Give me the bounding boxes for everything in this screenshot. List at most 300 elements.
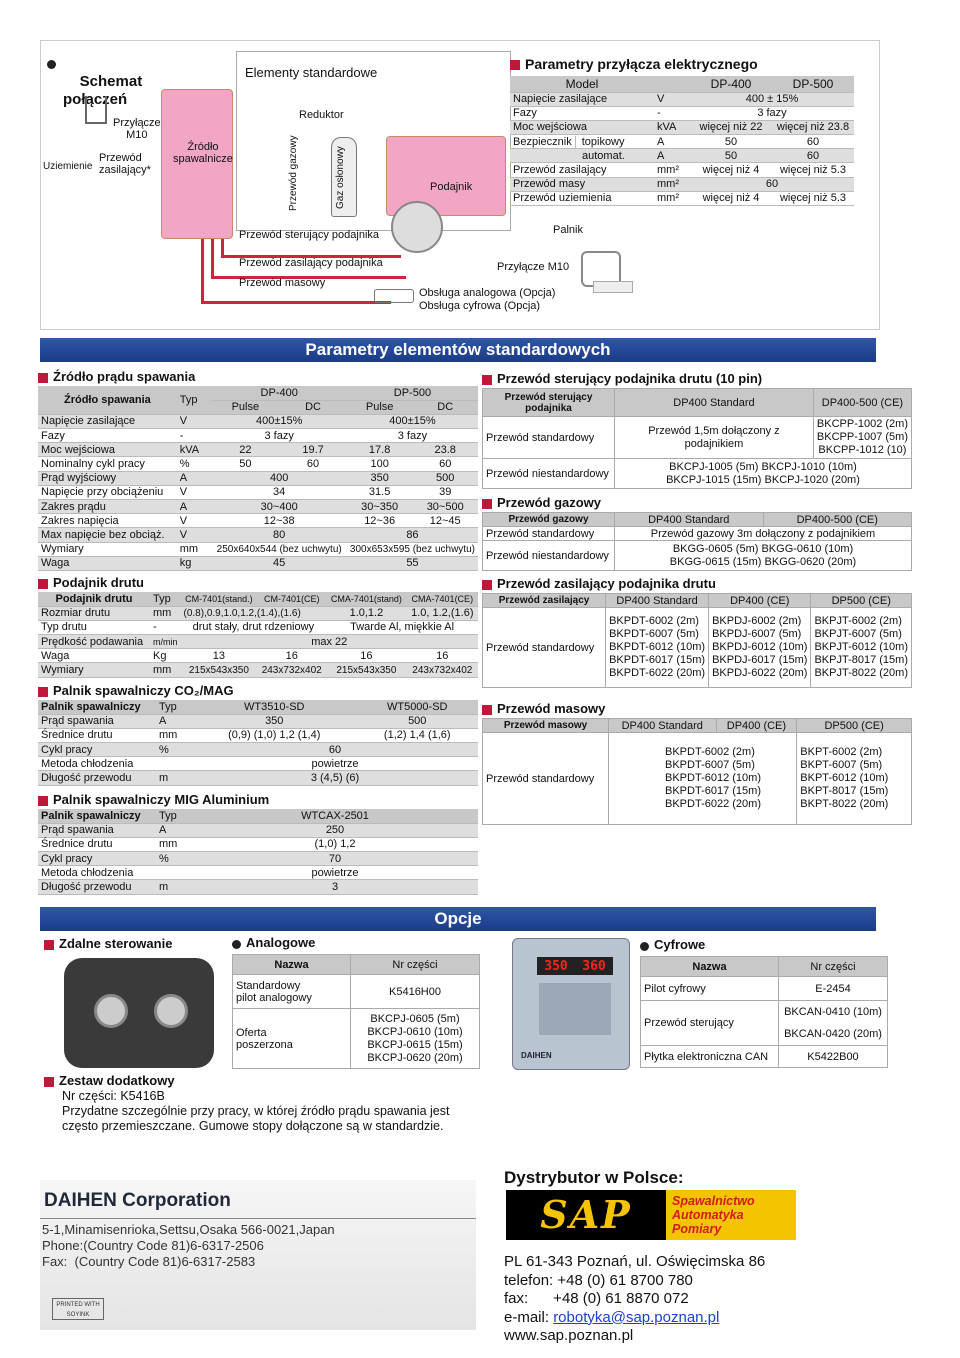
display-right-value: 360 bbox=[582, 958, 606, 974]
table-row bbox=[38, 485, 478, 499]
bullet-icon bbox=[640, 942, 649, 951]
unit-cell: mm² bbox=[654, 191, 690, 205]
header-cell: DC bbox=[412, 400, 478, 414]
header-cell: Palnik spawalniczy bbox=[38, 700, 156, 714]
value-cell: 86 bbox=[347, 528, 478, 542]
table-row bbox=[38, 542, 478, 556]
value-cell: 80 bbox=[211, 528, 346, 542]
value-cell: 60 bbox=[772, 149, 854, 163]
banner-opcje: Opcje bbox=[40, 907, 876, 931]
label-przylacze-m10: Przyłącze M10 bbox=[497, 261, 570, 273]
unit-cell: V bbox=[177, 485, 212, 499]
zdalne-title: Zdalne sterowanie bbox=[44, 936, 172, 951]
header-cell: DP500 (CE) bbox=[797, 719, 912, 733]
header-cell: Przewód gazowy bbox=[483, 513, 615, 527]
unit-cell: m/min bbox=[150, 635, 181, 649]
unit-cell: kVA bbox=[177, 443, 212, 457]
gas-hose-vertical-label: Przewód gazowy bbox=[288, 135, 299, 211]
unit-cell: kg bbox=[177, 556, 212, 570]
table-row bbox=[38, 514, 478, 528]
header-cell: CMA-7401(CE) bbox=[407, 592, 478, 606]
table-row bbox=[38, 500, 478, 514]
schemat-title: Schemat połączeń bbox=[63, 55, 142, 127]
value-cell: 1.0,1.2 bbox=[326, 606, 406, 620]
sterujacy-section bbox=[482, 371, 912, 489]
cable-line bbox=[211, 239, 214, 279]
value-cell: 400 bbox=[211, 471, 346, 485]
value-cell: BKPDT-6002 (2m) BKPDT-6007 (5m) BKPDT-6012 (10m) BKPDT-6017 (15m) BKPDT-6022 (20m) bbox=[606, 608, 709, 688]
zestaw-part-number: Nr części: K5416B bbox=[62, 1089, 165, 1103]
label-podajnik: Podajnik bbox=[430, 181, 473, 193]
unit-cell: A bbox=[177, 471, 212, 485]
header-cell: DP400 Standard bbox=[615, 389, 814, 417]
palnik-co2-table bbox=[38, 700, 478, 786]
row-label: Oferta poszerzona bbox=[233, 1009, 351, 1069]
value-cell: BKCAN-0410 (10m) BKCAN-0420 (20m) bbox=[779, 1001, 888, 1046]
value-cell: 50 bbox=[211, 457, 279, 471]
podajnik-section bbox=[38, 575, 478, 678]
header-cell: Podajnik drutu bbox=[38, 592, 150, 606]
value-cell: 350 bbox=[347, 471, 413, 485]
value-cell: 50 bbox=[690, 135, 772, 149]
analogowe-section bbox=[232, 935, 480, 1069]
zrodlo-title: Źródło prądu spawania bbox=[38, 369, 478, 384]
header-cell: DP-400 bbox=[211, 386, 346, 400]
unit-cell: A bbox=[156, 714, 192, 728]
row-label: Moc wejściowa bbox=[510, 120, 654, 134]
label-reduktor: Reduktor bbox=[299, 109, 344, 121]
row-label: Typ drutu bbox=[38, 620, 150, 634]
row-label: topikowy bbox=[575, 136, 625, 148]
value-cell: powietrze bbox=[192, 866, 478, 880]
row-label: Długość przewodu bbox=[38, 771, 156, 785]
workpiece-image bbox=[593, 281, 633, 293]
label-zasilajacy-podajnika: Przewód zasilający podajnika bbox=[239, 257, 383, 269]
section-marker-icon bbox=[38, 579, 48, 589]
label-przewod-zasilajacy: Przewód zasilający* bbox=[99, 152, 151, 176]
value-cell: 13 bbox=[181, 649, 258, 663]
dystrybutor-email-row bbox=[504, 1309, 765, 1328]
row-label: automat. bbox=[510, 149, 654, 163]
value-cell: 19.7 bbox=[279, 443, 347, 457]
unit-cell: V bbox=[654, 92, 690, 106]
unit-cell: V bbox=[177, 414, 212, 428]
header-cell: DP400-500 (CE) bbox=[813, 389, 911, 417]
value-cell: BKGG-0605 (5m) BKGG-0610 (10m) BKGG-0615 (15m) BKGG-0620 (20m) bbox=[615, 541, 912, 571]
row-label: Przewód sterujący bbox=[641, 1001, 779, 1046]
value-cell: 3 (4,5) (6) bbox=[192, 771, 478, 785]
gas-cylinder-label: Gaz osłonowy bbox=[335, 146, 346, 209]
row-label: Cykl pracy bbox=[38, 852, 156, 866]
bullet-icon bbox=[38, 796, 48, 806]
label-obsluga: Obsługa analogowa (Opcja) Obsługa cyfrowa (Opcja) bbox=[419, 287, 556, 312]
header-cell: DP-500 bbox=[347, 386, 478, 400]
header-cell: Model bbox=[510, 76, 654, 92]
value-cell: więcej niż 5.3 bbox=[772, 191, 854, 205]
unit-cell: mm bbox=[156, 837, 192, 851]
value-cell: 300x653x595 (bez uchwytu) bbox=[347, 542, 478, 556]
row-label: Napięcie przy obciążeniu bbox=[38, 485, 177, 499]
palnik-co2-title: Palnik spawalniczy CO₂/MAG bbox=[38, 683, 478, 698]
value-cell: BKPDT-6002 (2m) BKPDT-6007 (5m) BKPDT-6012 (10m) BKPDT-6017 (15m) BKPDT-6022 (20m) bbox=[609, 733, 797, 825]
row-label: Płytka elektroniczna CAN bbox=[641, 1046, 779, 1068]
unit-cell bbox=[156, 757, 192, 771]
zrodlo-section bbox=[38, 369, 478, 571]
label-uziemienie: Uziemienie bbox=[43, 161, 93, 172]
palnik-co2-section bbox=[38, 683, 478, 786]
row-label: Zakres prądu bbox=[38, 500, 177, 514]
dystrybutor-phone: telefon: +48 (0) 61 8700 780 bbox=[504, 1271, 693, 1289]
value-cell: 215x543x350 bbox=[181, 663, 258, 677]
value-cell: BKCPJ-0605 (5m) BKCPJ-0610 (10m) BKCPJ-0615 (15m) BKCPJ-0620 (20m) bbox=[351, 1009, 480, 1069]
sap-tagline: Spawalnictwo Automatyka Pomiary bbox=[666, 1190, 796, 1240]
remote-icon bbox=[374, 289, 414, 303]
value-cell: 16 bbox=[407, 649, 478, 663]
daihen-address: 5-1,Minamisenrioka,Settsu,Osaka 566-0021,Japan bbox=[42, 1222, 335, 1237]
value-cell: BKPDJ-6002 (2m) BKPDJ-6007 (5m) BKPDJ-6012 (10m) BKPDJ-6017 (15m) BKPDJ-6022 (20m) bbox=[709, 608, 811, 688]
sterujacy-title: Przewód sterujący podajnika drutu (10 pin) bbox=[482, 371, 912, 386]
table-row bbox=[38, 471, 478, 485]
header-cell: DP400 (CE) bbox=[716, 719, 797, 733]
value-cell: 34 bbox=[211, 485, 346, 499]
value-cell: 16 bbox=[257, 649, 326, 663]
cyfrowe-title: Cyfrowe bbox=[640, 937, 888, 952]
value-cell: więcej niż 5.3 bbox=[772, 163, 854, 177]
header-cell: Przewód masowy bbox=[483, 719, 609, 733]
gazowy-section bbox=[482, 495, 912, 571]
header-cell: WT5000-SD bbox=[356, 700, 478, 714]
label-palnik: Palnik bbox=[553, 224, 583, 236]
masowy-title: Przewód masowy bbox=[482, 701, 912, 716]
row-label: Średnice drutu bbox=[38, 837, 156, 851]
header-cell: Typ bbox=[177, 386, 212, 414]
table-row bbox=[38, 429, 478, 443]
divider bbox=[40, 1218, 476, 1219]
row-label: Długość przewodu bbox=[38, 880, 156, 894]
value-cell: 30~350 bbox=[347, 500, 413, 514]
value-cell: 50 bbox=[690, 149, 772, 163]
header-cell: Typ bbox=[150, 592, 181, 606]
value-cell: 55 bbox=[347, 556, 478, 570]
header-cell: Nazwa bbox=[641, 957, 779, 977]
zasilajacy-table bbox=[482, 593, 912, 688]
row-label: Średnice drutu bbox=[38, 728, 156, 742]
unit-cell: mm bbox=[177, 542, 212, 556]
row-label: Metoda chłodzenia bbox=[38, 866, 156, 880]
section-marker-icon bbox=[510, 60, 520, 70]
dystrybutor-address: PL 61-343 Poznań, ul. Oświęcimska 86 bbox=[504, 1253, 766, 1270]
row-label: Waga bbox=[38, 556, 177, 570]
row-label: Max napięcie bez obciąż. bbox=[38, 528, 177, 542]
value-cell: 500 bbox=[412, 471, 478, 485]
value-cell: 500 bbox=[356, 714, 478, 728]
header-cell: CM-7401(stand.) bbox=[181, 592, 258, 606]
unit-cell: mm bbox=[150, 663, 181, 677]
value-cell: 3 fazy bbox=[211, 429, 346, 443]
unit-cell: mm² bbox=[654, 177, 690, 191]
gazowy-table bbox=[482, 512, 912, 571]
unit-cell: A bbox=[654, 149, 690, 163]
remote-control-image bbox=[64, 958, 214, 1068]
value-cell: BKPJT-6002 (2m) BKPJT-6007 (5m) BKPJT-6012 (10m) BKPJT-8017 (15m) BKPJT-8022 (20m) bbox=[811, 608, 912, 688]
zestaw-section bbox=[44, 1073, 504, 1134]
value-cell: 39 bbox=[412, 485, 478, 499]
value-cell: 400 ± 15% bbox=[690, 92, 854, 106]
palnik-al-title: Palnik spawalniczy MIG Aluminium bbox=[38, 792, 478, 807]
value-cell: 17.8 bbox=[347, 443, 413, 457]
row-label: Przewód masy bbox=[510, 177, 654, 191]
cable-line bbox=[201, 239, 204, 304]
value-cell: 30~400 bbox=[211, 500, 346, 514]
row-label: Wymiary bbox=[38, 542, 177, 556]
row-label: Przewód standardowy bbox=[483, 527, 615, 541]
value-cell: BKCPP-1002 (2m) BKCPP-1007 (5m) BKCPP-1012 (10) bbox=[813, 417, 911, 459]
table-row bbox=[38, 414, 478, 428]
row-label: Metoda chłodzenia bbox=[38, 757, 156, 771]
value-cell: drut stały, drut rdzeniowy bbox=[181, 620, 327, 634]
bullet-icon bbox=[232, 940, 241, 949]
header-cell: DC bbox=[279, 400, 347, 414]
value-cell: 16 bbox=[326, 649, 406, 663]
email-label: e-mail: bbox=[504, 1308, 554, 1326]
value-cell: 400±15% bbox=[347, 414, 478, 428]
label-sterujacy: Przewód sterujący podajnika bbox=[239, 229, 380, 241]
row-label: Przewód standardowy bbox=[483, 733, 609, 825]
section-marker-icon bbox=[44, 1077, 54, 1087]
daihen-name: DAIHEN Corporation bbox=[44, 1190, 231, 1211]
header-cell: Nazwa bbox=[233, 955, 351, 975]
podajnik-table bbox=[38, 592, 478, 678]
unit-cell: V bbox=[177, 528, 212, 542]
unit-cell: V bbox=[177, 514, 212, 528]
row-label: Moc wejściowa bbox=[38, 443, 177, 457]
value-cell: BKPT-6002 (2m) BKPT-6007 (5m) BKPT-6012 (10m) BKPT-8017 (15m) BKPT-8022 (20m) bbox=[797, 733, 912, 825]
unit-cell: % bbox=[177, 457, 212, 471]
dystrybutor-title: Dystrybutor w Polsce: bbox=[504, 1168, 684, 1187]
row-label: Fazy bbox=[510, 106, 654, 120]
value-cell: Przewód 1,5m dołączony z podajnikiem bbox=[615, 417, 814, 459]
value-cell: 60 bbox=[772, 135, 854, 149]
value-cell: E-2454 bbox=[779, 977, 888, 1001]
email-link[interactable]: robotyka@sap.poznan.pl bbox=[553, 1308, 720, 1326]
header-cell: DP500 (CE) bbox=[811, 594, 912, 608]
control-buttons bbox=[539, 983, 611, 1035]
value-cell: 400±15% bbox=[211, 414, 346, 428]
value-cell: 250x640x544 (bez uchwytu) bbox=[211, 542, 346, 556]
header-cell: WT3510-SD bbox=[192, 700, 356, 714]
display-left-value: 350 bbox=[544, 958, 568, 974]
zasilajacy-section bbox=[482, 576, 912, 688]
bullet-icon bbox=[47, 60, 56, 69]
header-cell: DP-400 bbox=[690, 76, 772, 92]
unit-cell: mm bbox=[150, 606, 181, 620]
value-cell: 60 bbox=[690, 177, 854, 191]
unit-cell: Kg bbox=[150, 649, 181, 663]
knob-icon bbox=[154, 994, 188, 1028]
section-marker-icon bbox=[38, 373, 48, 383]
value-cell: (1,2) 1,4 (1,6) bbox=[356, 728, 478, 742]
value-cell: 215x543x350 bbox=[326, 663, 406, 677]
cable-line bbox=[201, 301, 391, 304]
value-cell: 1.0, 1.2,(1.6) bbox=[407, 606, 478, 620]
row-label: Przewód standardowy bbox=[483, 417, 615, 459]
value-cell: 70 bbox=[192, 852, 478, 866]
header-cell: Typ bbox=[156, 700, 192, 714]
standard-elements-label: Elementy standardowe bbox=[245, 65, 378, 80]
header-cell: Nr części bbox=[779, 957, 888, 977]
value-cell: 250 bbox=[192, 823, 478, 837]
value-cell: 60 bbox=[412, 457, 478, 471]
header-cell: Typ bbox=[156, 809, 192, 823]
soyink-logo: PRINTED WITH SOYINK bbox=[52, 1298, 104, 1320]
value-cell: 350 bbox=[192, 714, 356, 728]
gazowy-title: Przewód gazowy bbox=[482, 495, 912, 510]
row-label: Rozmiar drutu bbox=[38, 606, 150, 620]
unit-cell: m bbox=[156, 880, 192, 894]
daihen-phone: Phone:(Country Code 81)6-6317-2506 bbox=[42, 1238, 264, 1253]
param-przylacza-title: Parametry przyłącza elektrycznego bbox=[510, 56, 854, 72]
header-cell: Przewód sterujący podajnika bbox=[483, 389, 615, 417]
value-cell: (1,0) 1,2 bbox=[192, 837, 478, 851]
masowy-table bbox=[482, 718, 912, 825]
header-cell: DP400-500 (CE) bbox=[763, 513, 912, 527]
cyfrowe-table bbox=[640, 956, 888, 1068]
table-row bbox=[38, 556, 478, 570]
value-cell: (0.8),0.9,1.0,1.2,(1.4),(1.6) bbox=[181, 606, 327, 620]
zrodlo-table bbox=[38, 386, 478, 571]
value-cell: 12~38 bbox=[211, 514, 346, 528]
row-label: Wymiary bbox=[38, 663, 150, 677]
zestaw-description: Przydatne szczególnie przy pracy, w której źródło prądu spawania jest często przemieszczane. Gumowe stopy dołączone są w standardzie. bbox=[62, 1104, 450, 1133]
value-cell: K5422B00 bbox=[779, 1046, 888, 1068]
unit-cell bbox=[156, 866, 192, 880]
daihen-fax: Fax: (Country Code 81)6-6317-2583 bbox=[42, 1254, 256, 1269]
row-label: Przewód zasilający bbox=[510, 163, 654, 177]
header-cell: Pulse bbox=[347, 400, 413, 414]
analogowe-table bbox=[232, 954, 480, 1069]
value-cell: więcej niż 4 bbox=[690, 163, 772, 177]
sap-logo bbox=[506, 1190, 796, 1240]
plug-icon bbox=[85, 96, 107, 124]
unit-cell: % bbox=[156, 852, 192, 866]
row-label: Prędkość podawania bbox=[38, 635, 150, 649]
row-label: Prąd spawania bbox=[38, 714, 156, 728]
header-cell: DP-500 bbox=[772, 76, 854, 92]
unit-cell: A bbox=[654, 135, 690, 149]
row-label: Napięcie zasilające bbox=[510, 92, 654, 106]
zasilajacy-title: Przewód zasilający podajnika drutu bbox=[482, 576, 912, 591]
row-label: Fazy bbox=[38, 429, 177, 443]
row-label: Prąd wyjściowy bbox=[38, 471, 177, 485]
label-przylacze: Przyłącze M10 bbox=[113, 117, 161, 141]
unit-cell: A bbox=[156, 823, 192, 837]
banner-parametry: Parametry elementów standardowych bbox=[40, 338, 876, 362]
section-marker-icon bbox=[482, 375, 492, 385]
value-cell: K5416H00 bbox=[351, 975, 480, 1009]
value-cell: 30~500 bbox=[412, 500, 478, 514]
row-label: Standardowy pilot analogowy bbox=[233, 975, 351, 1009]
value-cell: więcej niż 22 bbox=[690, 120, 772, 134]
table-row bbox=[38, 443, 478, 457]
masowy-section bbox=[482, 701, 912, 825]
unit-cell: kVA bbox=[654, 120, 690, 134]
section-marker-icon bbox=[482, 705, 492, 715]
section-marker-icon bbox=[38, 687, 48, 697]
cyfrowe-section bbox=[640, 937, 888, 1068]
value-cell: 31.5 bbox=[347, 485, 413, 499]
value-cell: 60 bbox=[279, 457, 347, 471]
header-cell: WTCAX-2501 bbox=[192, 809, 478, 823]
header-cell: DP400 Standard bbox=[615, 513, 764, 527]
podajnik-title: Podajnik drutu bbox=[38, 575, 478, 590]
value-cell: 22 bbox=[211, 443, 279, 457]
label-masowy: Przewód masowy bbox=[239, 277, 326, 289]
wire-spool-image bbox=[391, 201, 443, 253]
value-cell: 3 fazy bbox=[690, 106, 854, 120]
param-przylacza-section bbox=[510, 56, 854, 206]
sterujacy-table bbox=[482, 388, 912, 489]
value-cell: BKCPJ-1005 (5m) BKCPJ-1010 (10m) BKCPJ-1015 (15m) BKCPJ-1020 (20m) bbox=[615, 459, 912, 489]
website-link[interactable]: www.sap.poznan.pl bbox=[504, 1327, 634, 1345]
header-cell: CMA-7401(stand) bbox=[326, 592, 406, 606]
value-cell: 100 bbox=[347, 457, 413, 471]
row-label: Prąd spawania bbox=[38, 823, 156, 837]
unit-cell: m bbox=[156, 771, 192, 785]
header-cell: Przewód zasilający bbox=[483, 594, 606, 608]
palnik-al-section bbox=[38, 792, 478, 895]
header-cell: DP400 Standard bbox=[609, 719, 717, 733]
daihen-panel-logo: DAIHEN bbox=[521, 1051, 552, 1060]
daihen-block bbox=[40, 1180, 476, 1330]
header-cell: DP400 (CE) bbox=[709, 594, 811, 608]
value-cell: 12~45 bbox=[412, 514, 478, 528]
unit-cell: mm bbox=[156, 728, 192, 742]
knob-icon bbox=[94, 994, 128, 1028]
section-marker-icon bbox=[482, 499, 492, 509]
palnik-al-table bbox=[38, 809, 478, 895]
value-cell: max 22 bbox=[181, 635, 479, 649]
row-label: Waga bbox=[38, 649, 150, 663]
row-label: Napięcie zasilające bbox=[38, 414, 177, 428]
header-cell: Pulse bbox=[211, 400, 279, 414]
row-label: Przewód niestandardowy bbox=[483, 459, 615, 489]
analogowe-title: Analogowe bbox=[232, 935, 480, 950]
table-row bbox=[38, 457, 478, 471]
header-cell: CM-7401(CE) bbox=[257, 592, 326, 606]
section-marker-icon bbox=[44, 940, 54, 950]
value-cell: 3 fazy bbox=[347, 429, 478, 443]
value-cell: powietrze bbox=[192, 757, 478, 771]
header-cell: Źródło spawania bbox=[38, 386, 177, 414]
row-label: Cykl pracy bbox=[38, 743, 156, 757]
param-przylacza-table bbox=[510, 76, 854, 206]
value-cell: Twarde Al, miękkie Al bbox=[326, 620, 478, 634]
unit-cell: mm² bbox=[654, 163, 690, 177]
row-label: Nominalny cykl pracy bbox=[38, 457, 177, 471]
table-row bbox=[38, 528, 478, 542]
value-cell: więcej niż 4 bbox=[690, 191, 772, 205]
bezpiecznik-label: Bezpiecznik bbox=[513, 135, 572, 148]
display-panel bbox=[537, 957, 613, 975]
value-cell: 243x732x402 bbox=[257, 663, 326, 677]
value-cell: 243x732x402 bbox=[407, 663, 478, 677]
header-cell: Palnik spawalniczy bbox=[38, 809, 156, 823]
row-label: Zakres napięcia bbox=[38, 514, 177, 528]
label-zrodlo: Źródło spawalnicze bbox=[173, 141, 233, 165]
value-cell: Przewód gazowy 3m dołączony z podajnikiem bbox=[615, 527, 912, 541]
value-cell: 45 bbox=[211, 556, 346, 570]
value-cell: 23.8 bbox=[412, 443, 478, 457]
